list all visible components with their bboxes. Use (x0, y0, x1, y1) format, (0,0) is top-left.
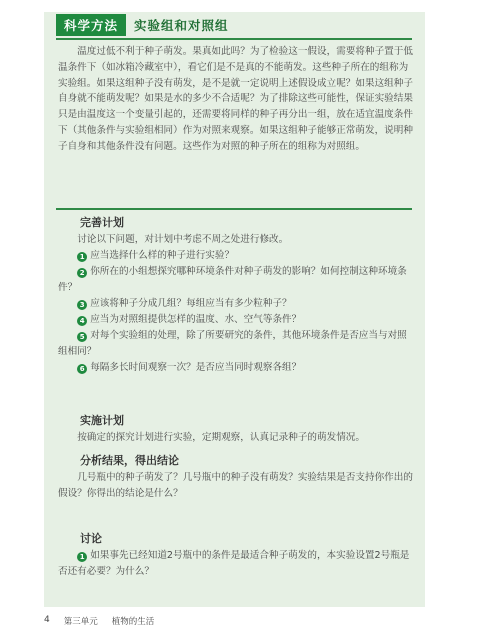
intro-paragraph: 温度过低不利于种子萌发。果真如此吗？为了检验这一假设，需要将种子置于低温条件下（如冰箱冷藏室中），看它们是不是真的不能萌发。这些种子所在的组称为实验组。如果这组种子没有萌发，是不是就一定说明上述假设成立呢？如果这组种子自身就不能萌发呢？如果是水的多少不合适呢？为了排除这些可能性，保证实验结果只是由温度这一个变量引起的，还需要将同样的种子再分出一组，放在适宜温度条件下（其他条件与实验组相同）作为对照来观察。如果这组种子能够正常萌发，说明种子自身和其他条件没有问题。这些作为对照的种子所在的组称为对照组。 (58, 46, 413, 152)
number-badge-icon: 4 (77, 316, 87, 326)
plan-item-4 (58, 312, 414, 328)
page-number: 4 (44, 615, 50, 625)
number-badge-icon: 5 (77, 332, 87, 342)
plan-item-text: 每隔多长时间观察一次？是否应当同时观察各组？ (90, 362, 302, 373)
plan-item-text: 应该将种子分成几组？每组应当有多少粒种子？ (90, 298, 292, 309)
discussion-item-text: 如果事先已经知道2号瓶中的条件是最适合种子萌发的，本实验设置2号瓶是否还有必要？为什么？ (58, 550, 410, 577)
implement-text: 按确定的探究计划进行实验，定期观察，认真记录种子的萌发情况。 (77, 432, 365, 443)
plan-item-text: 应当为对照组提供怎样的温度、水、空气等条件？ (90, 314, 302, 325)
analyze-text: 几号瓶中的种子萌发了？几号瓶中的种子没有萌发？实验结果是否支持你作出的假设？你得出的结论是什么？ (58, 472, 413, 499)
number-badge-icon: 2 (77, 268, 87, 278)
intro-text (58, 44, 414, 155)
footer-unit: 第三单元 (63, 617, 98, 627)
number-badge-icon: 3 (77, 300, 87, 310)
plan-item-1 (58, 248, 414, 264)
discussion-heading: 讨论 (80, 532, 102, 545)
plan-item-2 (58, 264, 414, 296)
plan-item-6 (58, 360, 414, 376)
plan-section (58, 214, 414, 376)
number-badge-icon: 6 (77, 364, 87, 374)
plan-item-5 (58, 328, 414, 360)
plan-item-text: 应当选择什么样的种子进行实验？ (90, 250, 235, 261)
plan-item-text: 对每个实验组的处理，除了所要研究的条件，其他环境条件是否应当与对照组相同？ (58, 330, 407, 357)
section-divider (56, 208, 412, 210)
implement-section (58, 412, 414, 446)
plan-item-text: 你所在的小组想探究哪种环境条件对种子萌发的影响？如何控制这种环境条件？ (58, 266, 407, 293)
analyze-heading: 分析结果，得出结论 (80, 454, 179, 467)
section-badge: 科学方法 (56, 14, 126, 36)
number-badge-icon: 1 (77, 552, 87, 562)
discussion-item-1 (58, 548, 414, 580)
page-footer (44, 615, 154, 627)
section-header (56, 14, 237, 36)
plan-intro: 讨论以下问题，对计划中考虑不周之处进行修改。 (77, 234, 289, 245)
plan-heading: 完善计划 (80, 216, 124, 229)
implement-heading: 实施计划 (80, 414, 124, 427)
plan-item-3 (58, 296, 414, 312)
footer-chapter: 植物的生活 (111, 617, 155, 627)
header-rule (56, 38, 412, 40)
analyze-section (58, 452, 414, 502)
section-title: 实验组和对照组 (134, 18, 229, 33)
discussion-section (58, 530, 414, 580)
number-badge-icon: 1 (77, 252, 87, 262)
